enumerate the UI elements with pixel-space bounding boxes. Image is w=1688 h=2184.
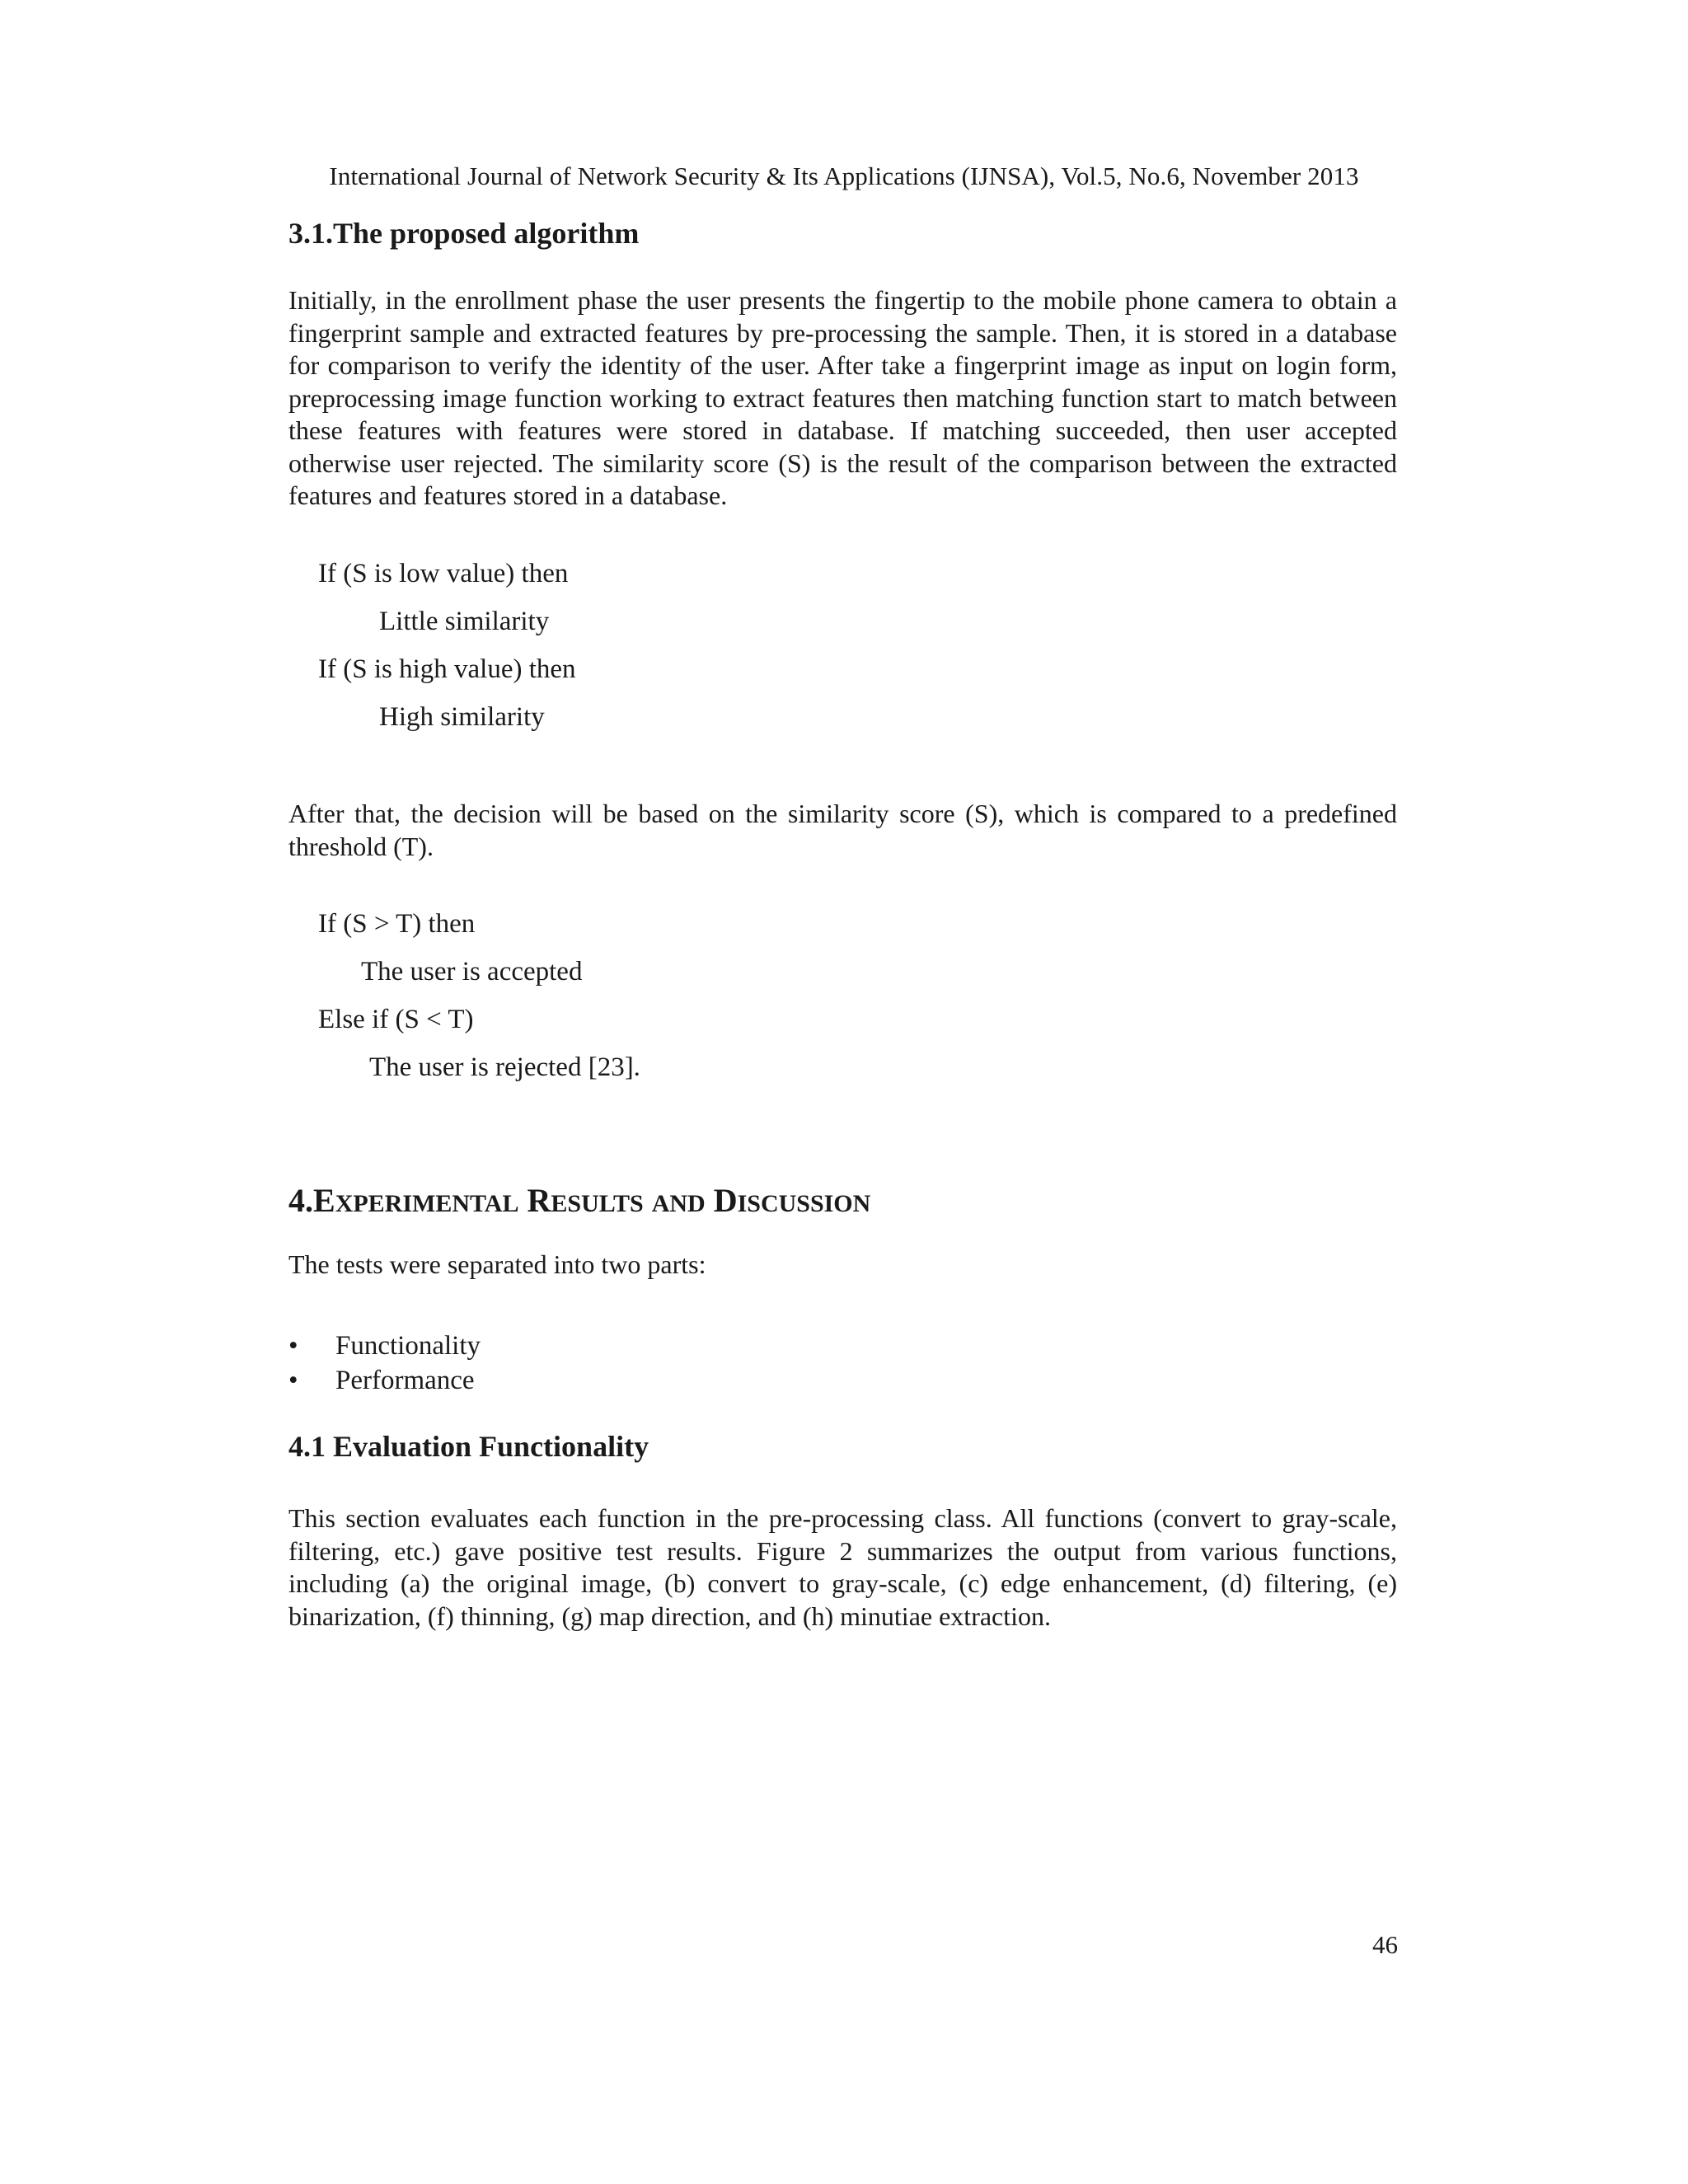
rule-high-result: High similarity [379,702,545,732]
enrollment-paragraph: Initially, in the enrollment phase the user presents the fingertip to the mobile phone camera to obtain a fingerprint sample and extracted features by pre-processing the sample. Then, it is stored in a database for comparison to verify the identity of the user. After take a fingerprint image as input on login form, preprocessing image function working to extract features then matching function start to match between these features with features were stored in database. If matching succeeded, then user accepted otherwise user rejected. The similarity score (S) is the result of the comparison between the extracted features and features stored in a database. [288,285,1397,510]
rule-low-result: Little similarity [379,607,550,636]
bullet-icon: • [288,1331,298,1361]
section-4-intro-wrap [288,1249,1397,1282]
decision-paragraph: After that, the decision will be based on the similarity score (S), which is compared to a predefined threshold (T). [288,799,1397,861]
rule-high-condition: If (S is high value) then [318,654,576,684]
heading-word-initial: E [313,1182,335,1219]
running-header: International Journal of Network Security & Its Applications (IJNSA), Vol.5, No.6, November 2013 [329,162,1359,190]
section-4-heading-wrap [288,1181,1397,1220]
page-number: 46 [1372,1930,1398,1959]
evaluation-paragraph: This section evaluates each function in the pre-processing class. All functions (convert to gray-scale, filtering, etc.) gave positive test results. Figure 2 summarizes the output from various functions, including (a) the original image, (b) convert to gray-scale, (c) edge enhancement, (d) filtering, (e) binarization, (f) thinning, (g) map direction, and (h) minutiae extraction. [288,1503,1397,1631]
list-item-label: Performance [335,1366,475,1395]
list-item [288,1363,1397,1398]
tests-intro: The tests were separated into two parts: [288,1249,706,1279]
rule-accept-result: The user is accepted [361,957,583,987]
list-item [288,1329,1397,1363]
heading-word-rest: ISCUSSION [737,1190,871,1217]
section-4-1-heading-wrap [288,1429,1397,1464]
rule-accept-condition: If (S > T) then [318,909,476,939]
section-4-1-heading: 4.1 Evaluation Functionality [288,1430,649,1463]
rule-low-condition: If (S is low value) then [318,559,569,588]
list-item-label: Functionality [335,1331,481,1361]
section-3-1-body [288,284,1397,513]
section-3-1-heading-wrap [288,216,1397,251]
section-4-number: 4. [288,1182,313,1219]
heading-word-initial: D [713,1182,738,1219]
test-parts-list-wrap [288,1329,1397,1398]
section-4-heading [288,1181,1397,1220]
rule-reject-condition: Else if (S < T) [318,1005,474,1034]
rule-reject-result: The user is rejected [23]. [369,1052,640,1082]
heading-word-initial: R [527,1182,551,1219]
section-4-1-body [288,1502,1397,1633]
heading-word-rest: AND [651,1190,706,1217]
heading-word-rest: ESULTS [551,1190,644,1217]
test-parts-list [288,1329,1397,1398]
bullet-icon: • [288,1366,298,1395]
heading-word-rest: XPERIMENTAL [335,1190,519,1217]
decision-body [288,798,1397,863]
section-3-1-heading: 3.1.The proposed algorithm [288,217,640,250]
